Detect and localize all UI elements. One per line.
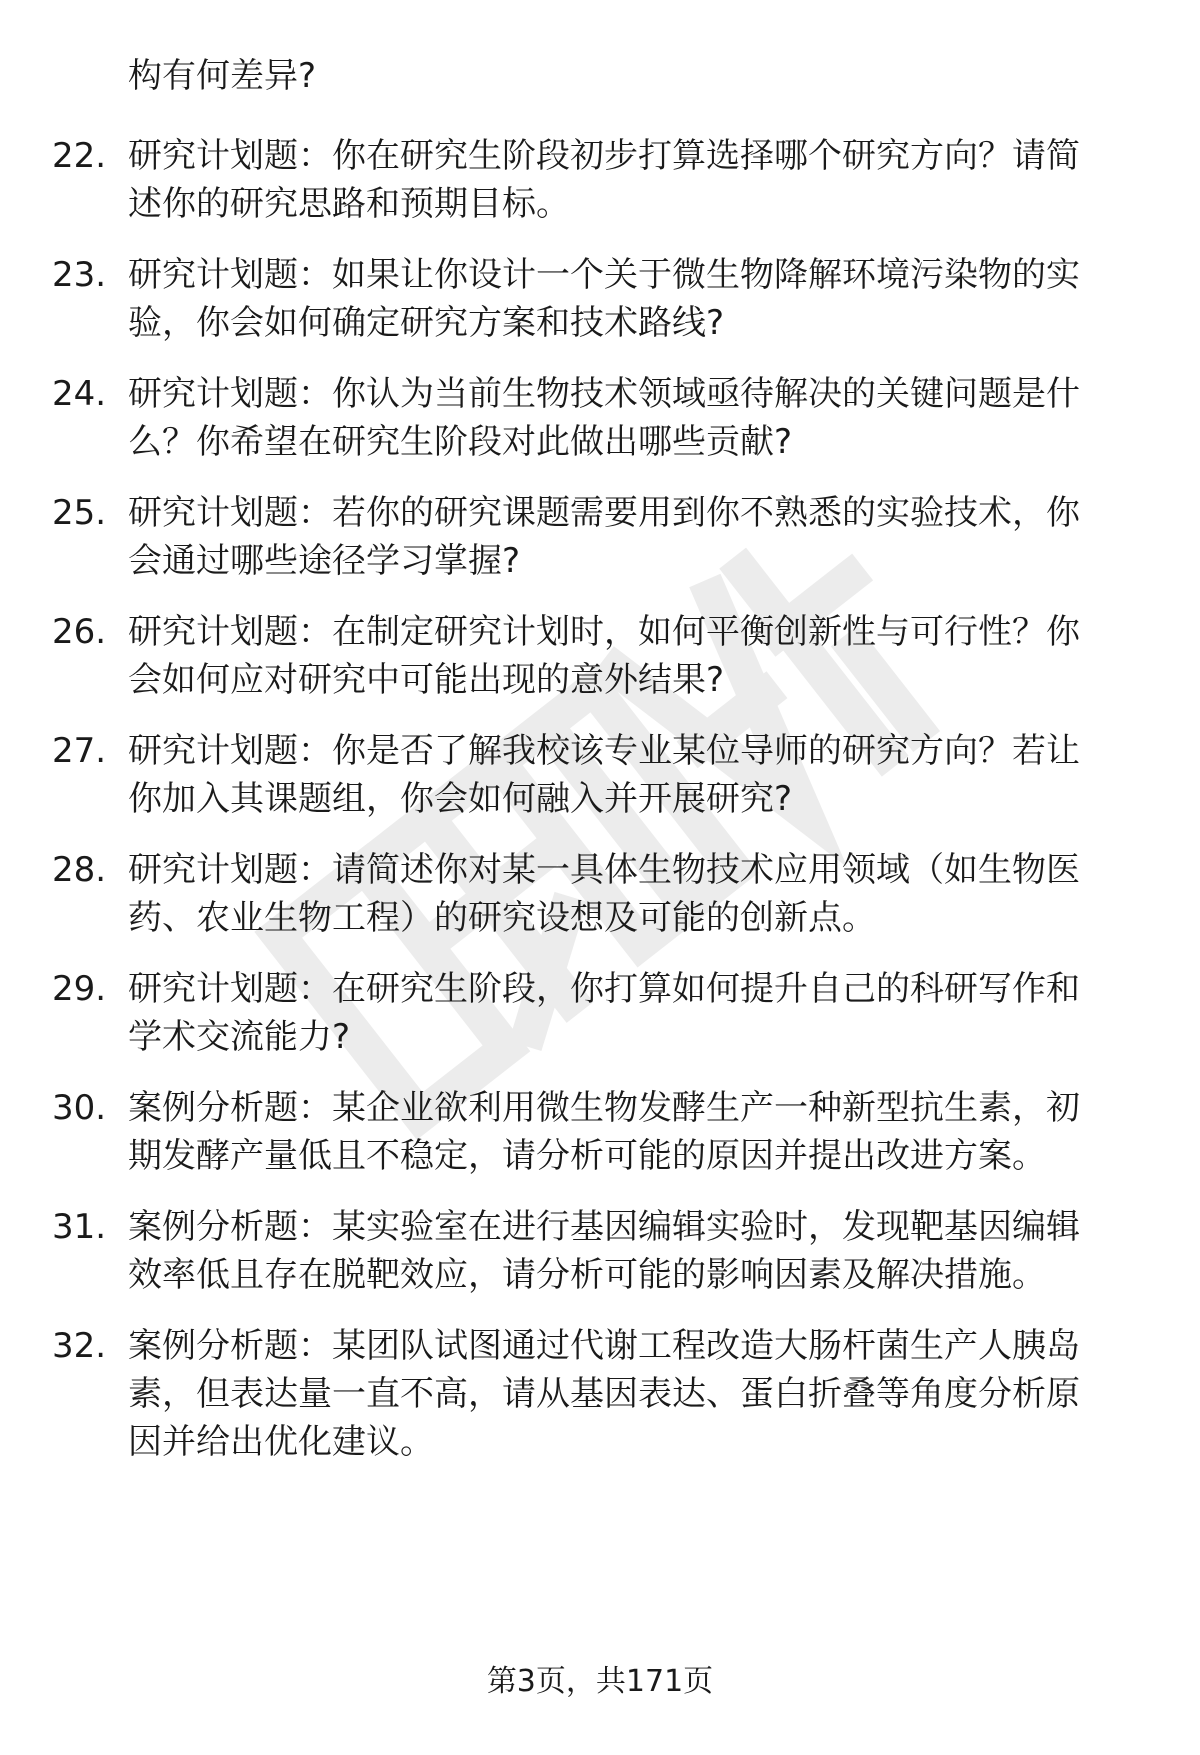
question-line: 研究计划题：若你的研究课题需要用到你不熟悉的实验技术，你 <box>128 493 1080 533</box>
question-line: 研究计划题：你是否了解我校该专业某位导师的研究方向？若让 <box>128 731 1080 771</box>
question-line: 案例分析题：某团队试图通过代谢工程改造大肠杆菌生产人胰岛 <box>128 1326 1080 1366</box>
question-line: 因并给出优化建议。 <box>128 1422 434 1462</box>
question-text <box>128 132 1142 228</box>
question-line: 研究计划题：你认为当前生物技术领域亟待解决的关键问题是什 <box>128 374 1080 414</box>
question-number: 27. <box>52 731 107 771</box>
continuation-text: 构有何差异? <box>128 56 317 96</box>
question-line: 验，你会如何确定研究方案和技术路线? <box>128 303 725 343</box>
question-number: 24. <box>52 374 107 414</box>
question-line: 期发酵产量低且不稳定，请分析可能的原因并提出改进方案。 <box>128 1136 1046 1176</box>
question-line: 研究计划题：你在研究生阶段初步打算选择哪个研究方向？请简 <box>128 136 1080 176</box>
question-number: 28. <box>52 850 107 890</box>
question-number: 30. <box>52 1088 107 1128</box>
question-line: 效率低且存在脱靶效应，请分析可能的影响因素及解决措施。 <box>128 1255 1046 1295</box>
question-line: 研究计划题：如果让你设计一个关于微生物降解环境污染物的实 <box>128 255 1080 295</box>
question-text <box>128 846 1142 942</box>
question-text <box>128 1203 1142 1299</box>
question-number: 29. <box>52 969 107 1009</box>
question-line: 学术交流能力? <box>128 1017 351 1057</box>
question-text <box>128 1322 1142 1466</box>
question-text <box>128 608 1142 704</box>
question-text <box>128 1084 1142 1180</box>
question-line: 案例分析题：某实验室在进行基因编辑实验时，发现靶基因编辑 <box>128 1207 1080 1247</box>
question-line: 药、农业生物工程）的研究设想及可能的创新点。 <box>128 898 876 938</box>
question-line: 述你的研究思路和预期目标。 <box>128 184 570 224</box>
question-line: 会通过哪些途径学习掌握? <box>128 541 521 581</box>
page-number-footer: 第3页，共171页 <box>486 1664 714 1699</box>
question-number: 23. <box>52 255 107 295</box>
question-number: 26. <box>52 612 107 652</box>
question-number: 32. <box>52 1326 107 1366</box>
question-number: 31. <box>52 1207 107 1247</box>
question-text <box>128 965 1142 1061</box>
question-text <box>128 370 1142 466</box>
question-line: 案例分析题：某企业欲利用微生物发酵生产一种新型抗生素，初 <box>128 1088 1080 1128</box>
question-text <box>128 727 1142 823</box>
question-line: 会如何应对研究中可能出现的意外结果? <box>128 660 725 700</box>
question-text <box>128 251 1142 347</box>
question-number: 25. <box>52 493 107 533</box>
question-line: 研究计划题：请简述你对某一具体生物技术应用领域（如生物医 <box>128 850 1080 890</box>
question-text <box>128 489 1142 585</box>
question-line: 么？你希望在研究生阶段对此做出哪些贡献? <box>128 422 793 462</box>
question-line: 素，但表达量一直不高，请从基因表达、蛋白折叠等角度分析原 <box>128 1374 1080 1414</box>
question-line: 研究计划题：在制定研究计划时，如何平衡创新性与可行性？你 <box>128 612 1080 652</box>
question-line: 你加入其课题组，你会如何融入并开展研究? <box>128 779 793 819</box>
question-line: 研究计划题：在研究生阶段，你打算如何提升自己的科研写作和 <box>128 969 1080 1009</box>
question-number: 22. <box>52 136 107 176</box>
